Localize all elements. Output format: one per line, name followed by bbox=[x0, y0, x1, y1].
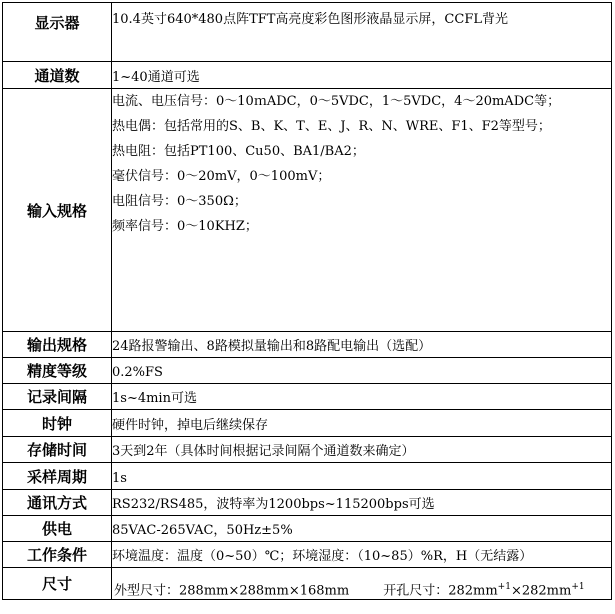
row-value: 硬件时钟，掉电后继续保存 bbox=[112, 410, 612, 437]
row-label: 供电 bbox=[3, 516, 112, 542]
row-value: 1s~4min可选 bbox=[112, 384, 612, 410]
row-label: 输出规格 bbox=[3, 332, 112, 358]
table-row bbox=[3, 89, 612, 332]
row-value: 3天到2年（具体时间根据记录间隔个通道数来确定） bbox=[112, 437, 612, 463]
table-row bbox=[3, 437, 612, 463]
tolerance-sup-a: +1 bbox=[497, 581, 511, 592]
cutout-size-text-b: ×282mm bbox=[510, 583, 572, 598]
table-row bbox=[3, 542, 612, 568]
row-value: 0.2%FS bbox=[112, 358, 612, 384]
size-value bbox=[112, 568, 612, 600]
row-label: 精度等级 bbox=[3, 358, 112, 384]
row-label: 时钟 bbox=[3, 410, 112, 437]
row-value: 1s bbox=[112, 463, 612, 490]
row-label: 记录间隔 bbox=[3, 384, 112, 410]
table-row bbox=[3, 463, 612, 490]
table-row bbox=[3, 3, 612, 62]
row-label: 采样周期 bbox=[3, 463, 112, 490]
spec-table bbox=[2, 2, 612, 600]
tolerance-sup-b: +1 bbox=[571, 581, 585, 592]
cutout-size-text-a: 开孔尺寸：282mm bbox=[383, 583, 498, 598]
row-label: 显示器 bbox=[3, 3, 112, 62]
row-value: 环境温度：温度（0~50）℃；环境湿度：（10~85）%R，H（无结露） bbox=[112, 542, 612, 568]
row-value: 1~40通道可选 bbox=[112, 62, 612, 89]
row-label: 通道数 bbox=[3, 62, 112, 89]
table-row bbox=[3, 568, 612, 600]
table-row bbox=[3, 490, 612, 516]
table-row bbox=[3, 358, 612, 384]
table-row bbox=[3, 332, 612, 358]
table-row bbox=[3, 384, 612, 410]
table-row bbox=[3, 410, 612, 437]
table-row bbox=[3, 516, 612, 542]
input-spec-line: 频率信号：0～10KHZ； bbox=[112, 219, 258, 234]
input-spec-line: 电阻信号：0～350Ω； bbox=[112, 194, 247, 209]
table-row bbox=[3, 62, 612, 89]
row-value-list bbox=[112, 89, 612, 332]
input-spec-line: 电流、电压信号：0～10ｍADC，0～5VDC，1～5VDC，4～20mADC等； bbox=[112, 94, 561, 109]
row-value: RS232/RS485，波特率为1200bps~115200bps可选 bbox=[112, 490, 612, 516]
row-label: 存储时间 bbox=[3, 437, 112, 463]
outer-size-text: 外型尺寸：288mm×288mm×168mm bbox=[114, 583, 350, 598]
input-spec-line: 毫伏信号：0～20mV，0～100mV； bbox=[112, 169, 331, 184]
row-label: 工作条件 bbox=[3, 542, 112, 568]
input-spec-line: 热电偶：包括常用的S、B、K、T、E、J、R、N、WRE、F1、F2等型号； bbox=[112, 119, 551, 134]
row-value: 24路报警输出、8路模拟量输出和8路配电输出（选配） bbox=[112, 332, 612, 358]
row-label: 输入规格 bbox=[3, 89, 112, 332]
row-label: 通讯方式 bbox=[3, 490, 112, 516]
row-value: 85VAC-265VAC，50Hz±5% bbox=[112, 516, 612, 542]
row-value: 10.4英寸640*480点阵TFT高亮度彩色图形液晶显示屏，CCFL背光 bbox=[112, 3, 612, 62]
input-spec-line: 热电阻：包括PT100、Cu50、BA1/BA2； bbox=[112, 144, 365, 159]
row-label: 尺寸 bbox=[3, 568, 112, 600]
